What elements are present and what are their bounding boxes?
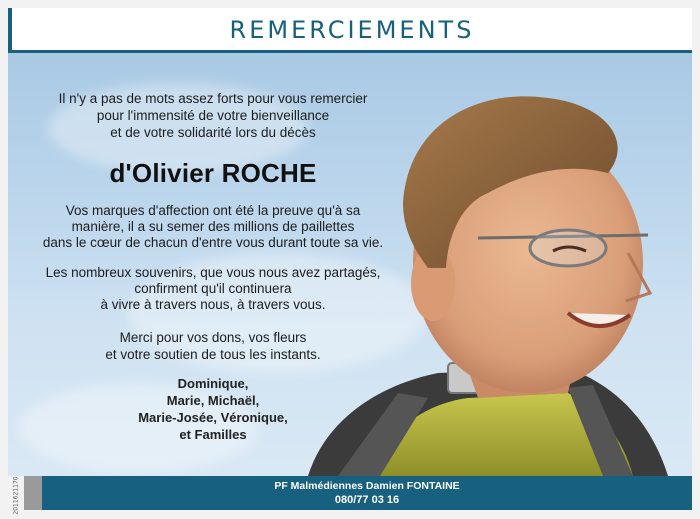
deceased-name: d'Olivier ROCHE xyxy=(109,158,317,188)
header-divider xyxy=(8,50,692,53)
paragraph-line: manière, il a su semer des millions de paillettes xyxy=(71,219,355,234)
paragraph-line: et votre soutien de tous les instants. xyxy=(105,347,321,362)
intro-text xyxy=(8,90,418,141)
paragraph-affection xyxy=(8,203,418,251)
paragraph-line: dans le cœur de chacun d'entre vous durant toute sa vie. xyxy=(42,235,384,250)
intro-line: Il n'y a pas de mots assez forts pour vous remercier xyxy=(58,91,368,106)
signer-line: et Familles xyxy=(179,427,247,442)
paragraph-line: Les nombreux souvenirs, que vous nous avez partagés, xyxy=(45,265,381,280)
signer-line: Marie-Josée, Véronique, xyxy=(138,410,288,425)
footer-tab xyxy=(24,476,42,510)
reference-code-text: 2011621170 xyxy=(12,475,20,515)
paragraph-line: à vivre à travers nous, à travers vous. xyxy=(100,297,326,312)
reference-code xyxy=(9,475,23,515)
funeral-home-phone: 080/77 03 16 xyxy=(334,494,400,506)
signer-line: Dominique, xyxy=(177,376,249,391)
page-title: REMERCIEMENTS xyxy=(229,16,475,44)
signers-list xyxy=(8,375,418,443)
paragraph-line: Vos marques d'affection ont été la preuve qu'à sa xyxy=(65,203,361,218)
paragraph-line: Merci pour vos dons, vos fleurs xyxy=(119,330,307,345)
intro-line: pour l'immensité de votre bienveillance xyxy=(96,108,330,123)
paragraph-line: confirment qu'il continuera xyxy=(134,281,292,296)
header-banner xyxy=(8,8,692,52)
footer-banner xyxy=(42,476,692,510)
funeral-home-name: PF Malmédiennes Damien FONTAINE xyxy=(274,480,460,492)
intro-line: et de votre solidarité lors du décès xyxy=(110,125,316,140)
paragraph-memories xyxy=(8,265,418,313)
paragraph-thanks xyxy=(8,329,418,363)
signer-line: Marie, Michaël, xyxy=(166,393,260,408)
